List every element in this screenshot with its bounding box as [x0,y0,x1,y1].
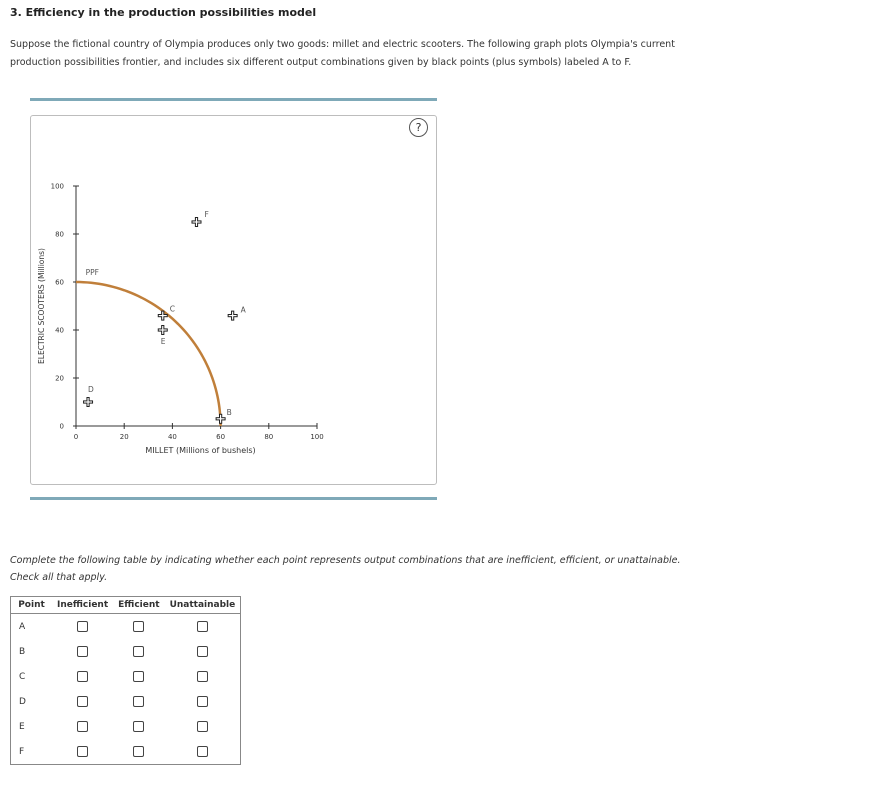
point-b-marker[interactable] [216,414,226,424]
point-a-label: A [240,305,246,315]
checkbox-efficient[interactable] [133,746,144,757]
point-label: F [19,746,25,757]
checkbox-unattainable[interactable] [197,621,208,632]
y-tick-label: 80 [55,230,64,239]
header-point: Point [11,597,53,614]
answer-table [10,596,241,765]
checkbox-efficient[interactable] [133,671,144,682]
point-label: E [19,721,25,732]
x-tick-label: 100 [310,433,324,441]
x-tick-label: 60 [216,433,226,441]
x-tick-label: 0 [73,433,79,441]
point-a-marker[interactable] [228,311,238,321]
x-tick-label: 40 [167,433,177,441]
point-d-marker[interactable] [83,397,93,407]
point-e-marker[interactable] [158,325,168,335]
checkbox-unattainable[interactable] [197,746,208,757]
checkbox-efficient[interactable] [133,696,144,707]
checkbox-inefficient[interactable] [77,696,88,707]
checkbox-efficient[interactable] [133,721,144,732]
ppf-chart[interactable] [31,116,436,484]
table-row [11,614,241,640]
checkbox-unattainable[interactable] [197,721,208,732]
checkbox-efficient[interactable] [133,646,144,657]
ppf-label: PPF [85,268,99,277]
y-tick-label: 100 [50,182,64,191]
point-f-marker[interactable] [192,217,202,227]
point-label: C [19,671,26,682]
point-label: D [19,696,26,707]
table-row [11,639,241,664]
checkbox-inefficient[interactable] [77,671,88,682]
ppf-curve [76,282,221,426]
point-d-label: D [88,385,94,394]
x-tick-label: 80 [264,433,274,441]
checkbox-efficient[interactable] [133,621,144,632]
x-axis-title: MILLET (Millions of bushels) [145,446,256,455]
y-tick-label: 0 [59,422,64,431]
instructions: Complete the following table by indicating whether each point represents output combinations that are inefficient, efficient, or unattainable. Check all that apply. [10,555,681,583]
header-unattainable: Unattainable [165,597,241,614]
checkbox-inefficient[interactable] [77,621,88,632]
checkbox-unattainable[interactable] [197,696,208,707]
table-row [11,739,241,765]
header-inefficient: Inefficient [52,597,113,614]
y-tick-label: 40 [55,326,64,335]
point-b-label: B [226,407,232,417]
checkbox-inefficient[interactable] [77,646,88,657]
bottom-divider [30,497,437,500]
y-axis-title: ELECTRIC SCOOTERS (Millions) [37,248,46,364]
table-row [11,664,241,689]
checkbox-unattainable[interactable] [197,671,208,682]
table-row [11,689,241,714]
header-efficient: Efficient [113,597,164,614]
question-intro: Suppose the fictional country of Olympia produces only two goods: millet and electric scooters. The following graph plots Olympia's current production possibilities frontier, and includes six different output combinations given by black points (plus symbols) labeled A to F. [10,39,675,68]
point-c-label: C [169,304,176,314]
point-label: A [19,621,26,632]
y-tick-label: 60 [55,278,64,287]
y-tick-label: 20 [55,374,64,383]
top-divider [30,98,437,101]
x-tick-label: 20 [119,433,129,441]
checkbox-inefficient[interactable] [77,721,88,732]
table-row [11,714,241,739]
point-e-label: E [160,337,166,346]
graph-panel [30,115,437,485]
question-title: 3. Efficiency in the production possibilities model [10,6,317,19]
point-f-label: F [204,210,209,219]
checkbox-unattainable[interactable] [197,646,208,657]
checkbox-inefficient[interactable] [77,746,88,757]
point-label: B [19,646,26,657]
help-button[interactable]: ? [409,118,428,137]
